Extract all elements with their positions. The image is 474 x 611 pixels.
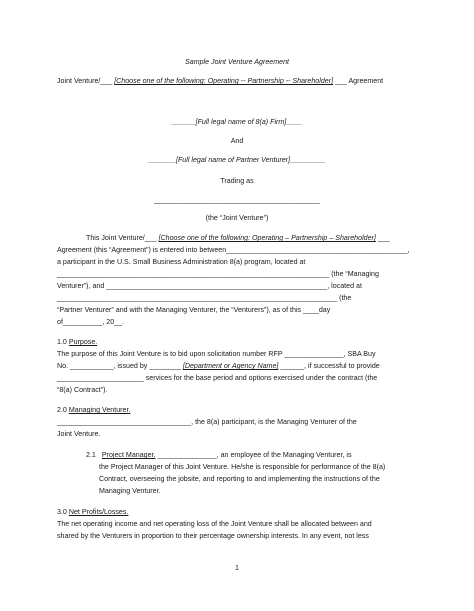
intro-line-1 (86, 235, 390, 242)
section-2-1-line-3: Contract, overseeing the jobsite, and reporting to and implementing the instructions of the (99, 475, 380, 483)
agreement-type-choice: [Choose one of the following: Operating -- Partnership -- Shareholder] (114, 77, 334, 85)
section-2-1-title: Project Manager. (101, 451, 156, 459)
section-2-1-line-1 (86, 452, 352, 459)
trading-as-label: Trading as (220, 177, 254, 185)
page-number: 1 (235, 564, 239, 572)
partner-name-line: _______[Full legal name of Partner Venturer]_________ (148, 156, 326, 164)
intro-line-5: Venturer”), and ________________________________________________________, located at (57, 282, 362, 290)
agreement-type-suffix: ___ Agreement (335, 77, 384, 85)
section-1-title: Purpose. (68, 338, 98, 346)
intro-line-8: of__________, 20__. (57, 318, 125, 326)
intro-line-7: “Partner Venturer” and with the Managing Venturer, the “Venturers”), as of this ____day (57, 306, 331, 314)
firm-name-line: ______[Full legal name of 8(a) Firm]____ (171, 118, 303, 126)
document-title: Sample Joint Venture Agreement (185, 58, 289, 66)
intro-line-3: a participant in the U.S. Small Business Administration 8(a) program, located at (57, 258, 306, 266)
buy-number-blank: No. ___________, issued by ________ (57, 362, 181, 370)
intro-line-2: Agreement (this “Agreement”) is entered into between______________________________________________, (57, 246, 410, 254)
section-2-1-number: 2.1 (86, 451, 96, 459)
section-2-line-1: __________________________________, the 8(a) participant, is the Managing Venturer of the (57, 418, 357, 426)
section-1-line-4: “8(a) Contract”). (57, 386, 108, 394)
intro-line-6: _______________________________________________________________________ (the (57, 294, 352, 302)
section-3-line-1: The net operating income and net operating loss of the Joint Venture shall be allocated between and (57, 520, 372, 528)
section-2-heading (57, 407, 130, 414)
section-3-number: 3.0 (57, 508, 67, 516)
and-label: And (230, 137, 244, 145)
agreement-type-prefix: Joint Venture/___ (57, 77, 113, 85)
section-1-line-1: The purpose of this Joint Venture is to bid upon solicitation number RFP _______________, SBA Buy (57, 350, 376, 358)
section-2-1-line-4: Managing Venturer. (99, 487, 161, 495)
joint-venture-defined: (the “Joint Venture”) (205, 214, 269, 222)
intro-prefix: This Joint Venture/___ (86, 234, 157, 242)
section-1-line-3: ______________________ services for the base period and options exercised under the contract (the (57, 374, 378, 382)
agreement-type-line (57, 78, 383, 85)
section-3-heading (57, 509, 128, 516)
trading-as-blank: __________________________________________ (154, 196, 320, 204)
provide-blank: ______, if successful to provide (280, 362, 380, 370)
section-3-title: Net Profits/Losses. (68, 508, 129, 516)
section-2-title: Managing Venturer. (68, 406, 131, 414)
section-2-number: 2.0 (57, 406, 67, 414)
section-1-number: 1.0 (57, 338, 67, 346)
section-3-line-2: shared by the Venturers in proportion to their percentage ownership interests. In any event, not less (57, 532, 369, 540)
agency-name-placeholder: [Department or Agency Name] (182, 362, 279, 370)
section-2-1-line-2: the Project Manager of this Joint Venture. He/she is responsible for performance of the 8(a) (99, 463, 386, 471)
section-1-heading (57, 339, 97, 346)
intro-suffix: ___ (377, 234, 390, 242)
intro-line-4: _____________________________________________________________________ (the “Managing (57, 270, 379, 278)
intro-choice: [Choose one of the following: Operating – Partnership – Shareholder] (158, 234, 376, 242)
section-1-line-2 (57, 363, 380, 370)
section-2-line-2: Joint Venture. (57, 430, 101, 438)
project-manager-blank: _______________, an employee of the Managing Venturer, is (157, 451, 352, 459)
